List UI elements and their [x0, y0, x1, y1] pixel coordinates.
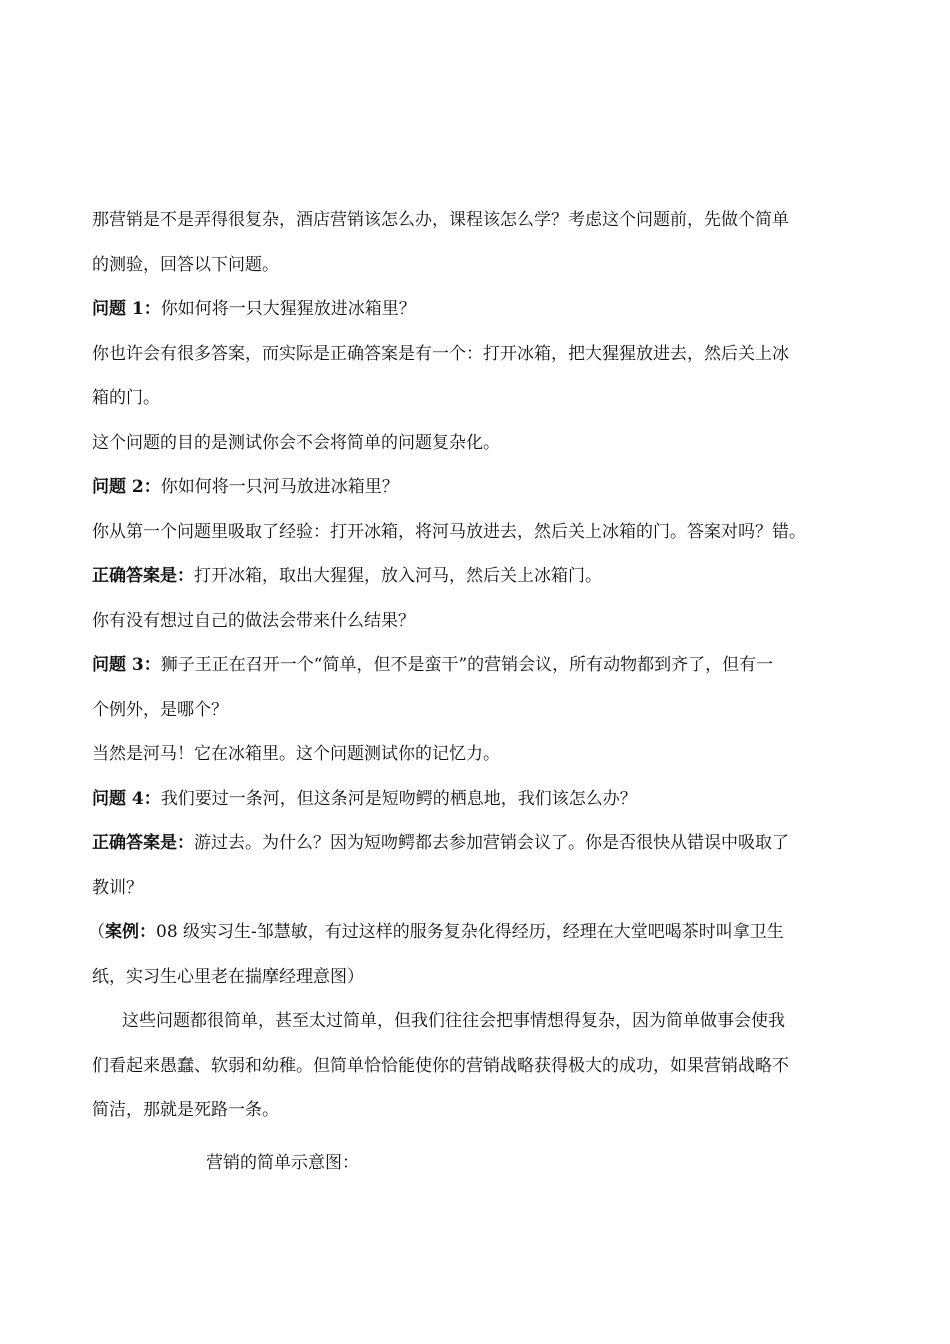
question-1-label: 问题 1： — [92, 299, 161, 319]
answer-1-line: 箱的门。 — [92, 388, 160, 408]
answer-2-reflection: 你有没有想过自己的做法会带来什么结果？ — [92, 610, 415, 631]
diagram-caption: 营销的简单示意图： — [206, 1152, 359, 1173]
case-note — [88, 910, 884, 955]
question-1-text: 你如何将一只大猩猩放进冰箱里？ — [160, 299, 416, 319]
answer-4-text: 游过去。为什么？因为短吻鳄都去参加营销会议了。你是否很快从错误中吸取了 — [194, 833, 789, 853]
question-3 — [92, 643, 884, 688]
answer-4 — [92, 821, 884, 866]
intro-paragraph-line: 那营销是不是弄得很复杂，酒店营销该怎么办，课程该怎么学？考虑这个问题前，先做个简单 — [92, 210, 789, 230]
answer-2-correct-text: 打开冰箱，取出大猩猩，放入河马，然后关上冰箱门。 — [194, 566, 602, 586]
answer-2-correct-label: 正确答案是： — [92, 566, 194, 586]
question-3-label: 问题 3： — [92, 655, 161, 675]
answer-4-label: 正确答案是： — [92, 833, 194, 853]
case-open-paren: （ — [88, 922, 105, 942]
intro-paragraph-line: 的测验，回答以下问题。 — [92, 254, 279, 275]
answer-2-correct — [92, 554, 884, 599]
case-text: 08 级实习生-邹慧敏，有过这样的服务复杂化得经历，经理在大堂吧喝茶时叫拿卫生 — [156, 922, 784, 942]
question-2-text: 你如何将一只河马放进冰箱里？ — [160, 477, 399, 497]
question-2-label: 问题 2： — [92, 477, 161, 497]
answer-4-continuation: 教训？ — [92, 877, 143, 898]
document-body — [88, 198, 884, 1185]
answer-1-purpose: 这个问题的目的是测试你会不会将简单的问题复杂化。 — [92, 432, 500, 453]
summary-paragraph-line: 简洁，那就是死路一条。 — [92, 1100, 279, 1120]
question-3-continuation: 个例外，是哪个？ — [92, 699, 228, 720]
question-4 — [92, 777, 884, 822]
answer-1-line: 你也许会有很多答案，而实际是正确答案是有一个：打开冰箱，把大猩猩放进去，然后关上冰 — [92, 343, 789, 364]
answer-2-wrong: 你从第一个问题里吸取了经验：打开冰箱，将河马放进去，然后关上冰箱的门。答案对吗？错。 — [92, 521, 806, 542]
question-4-label: 问题 4： — [92, 788, 161, 809]
question-1 — [92, 287, 884, 332]
summary-paragraph-line: 们看起来愚蠢、软弱和幼稚。但简单恰恰能使你的营销战略获得极大的成功，如果营销战略不 — [92, 1055, 789, 1076]
question-2 — [92, 465, 884, 510]
summary-paragraph-line: 这些问题都很简单，甚至太过简单，但我们往往会把事情想得复杂，因为简单做事会使我 — [122, 1011, 785, 1031]
question-4-text: 我们要过一条河，但这条河是短吻鳄的栖息地，我们该怎么办？ — [160, 788, 637, 809]
case-note-continuation: 纸，实习生心里老在揣摩经理意图） — [92, 966, 364, 987]
question-3-text: 狮子王正在召开一个“简单，但不是蛮干”的营销会议，所有动物都到齐了，但有一 — [160, 655, 774, 675]
case-label: 案例： — [105, 922, 156, 942]
answer-3: 当然是河马！它在冰箱里。这个问题测试你的记忆力。 — [92, 744, 500, 764]
